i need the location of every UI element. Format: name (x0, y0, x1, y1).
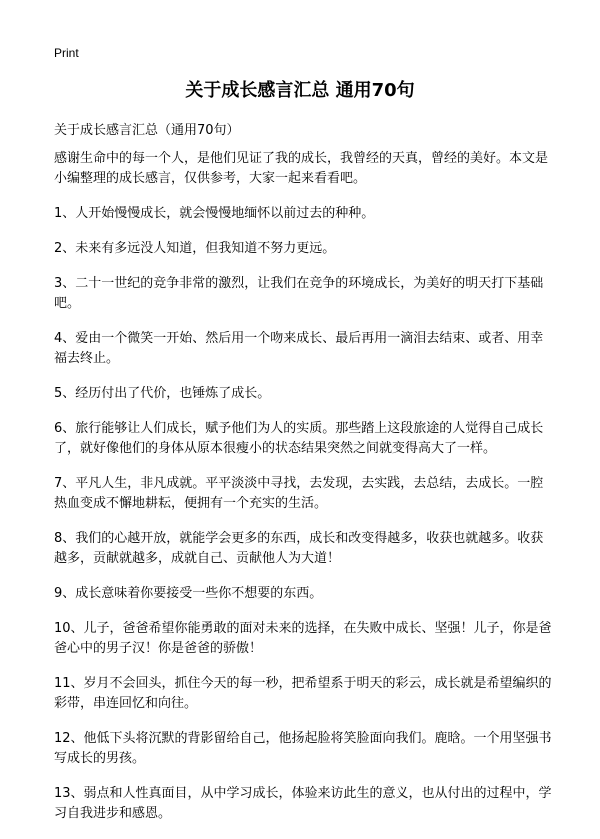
list-item: 11、岁月不会回头，抓住今天的每一秒，把希望系于明天的彩云，成长就是希望编织的彩带，串连回忆和向往。 (54, 676, 552, 711)
page-title: 关于成长感言汇总 通用70句 (185, 80, 415, 101)
list-item: 5、经历付出了代价，也锤炼了成长。 (54, 386, 271, 401)
intro-paragraph: 感谢生命中的每一个人，是他们见证了我的成长，我曾经的天真，曾经的美好。本文是小编整理的成长感言，仅供参考，大家一起来看看吧。 (54, 151, 549, 186)
list-item: 13、弱点和人性真面目，从中学习成长，体验来访此生的意义，也从付出的过程中，学习自我进步和感恩。 (54, 786, 552, 821)
list-item: 8、我们的心越开放，就能学会更多的东西，成长和改变得越多，收获也就越多。收获越多，贡献就越多，成就自己、贡献他人为大道！ (54, 531, 544, 566)
list-item: 2、未来有多远没人知道，但我知道不努力更远。 (54, 241, 336, 256)
document-body (54, 149, 554, 839)
list-item: 12、他低下头将沉默的背影留给自己，他扬起脸将笑脸面向我们。鹿晗。一个用坚强书写成长的男孩。 (54, 731, 552, 766)
list-item: 3、二十一世纪的竞争非常的激烈，让我们在竞争的环境成长，为美好的明天打下基础吧。 (54, 276, 544, 311)
print-link[interactable]: Print (54, 46, 79, 60)
document-subtitle: 关于成长感言汇总（通用70句） (54, 123, 240, 138)
list-item: 7、平凡人生，非凡成就。平平淡淡中寻找，去发现，去实践，去总结，去成长。一腔热血变成不懈地耕耘，便拥有一个充实的生活。 (54, 476, 544, 511)
list-item: 9、成长意味着你要接受一些你不想要的东西。 (54, 586, 323, 601)
list-item: 1、人开始慢慢成长，就会慢慢地缅怀以前过去的种种。 (54, 206, 375, 221)
list-item: 4、爱由一个微笑一开始、然后用一个吻来成长、最后再用一滴泪去结束、或者、用幸福去终止。 (54, 331, 544, 366)
list-item: 10、儿子，爸爸希望你能勇敢的面对未来的选择，在失败中成长、坚强！儿子，你是爸爸心中的男子汉！你是爸爸的骄傲！ (54, 621, 552, 656)
list-item: 6、旅行能够让人们成长，赋予他们为人的实质。那些踏上这段旅途的人觉得自己成长了，就好像他们的身体从原本很瘦小的状态结果突然之间就变得高大了一样。 (54, 421, 544, 456)
